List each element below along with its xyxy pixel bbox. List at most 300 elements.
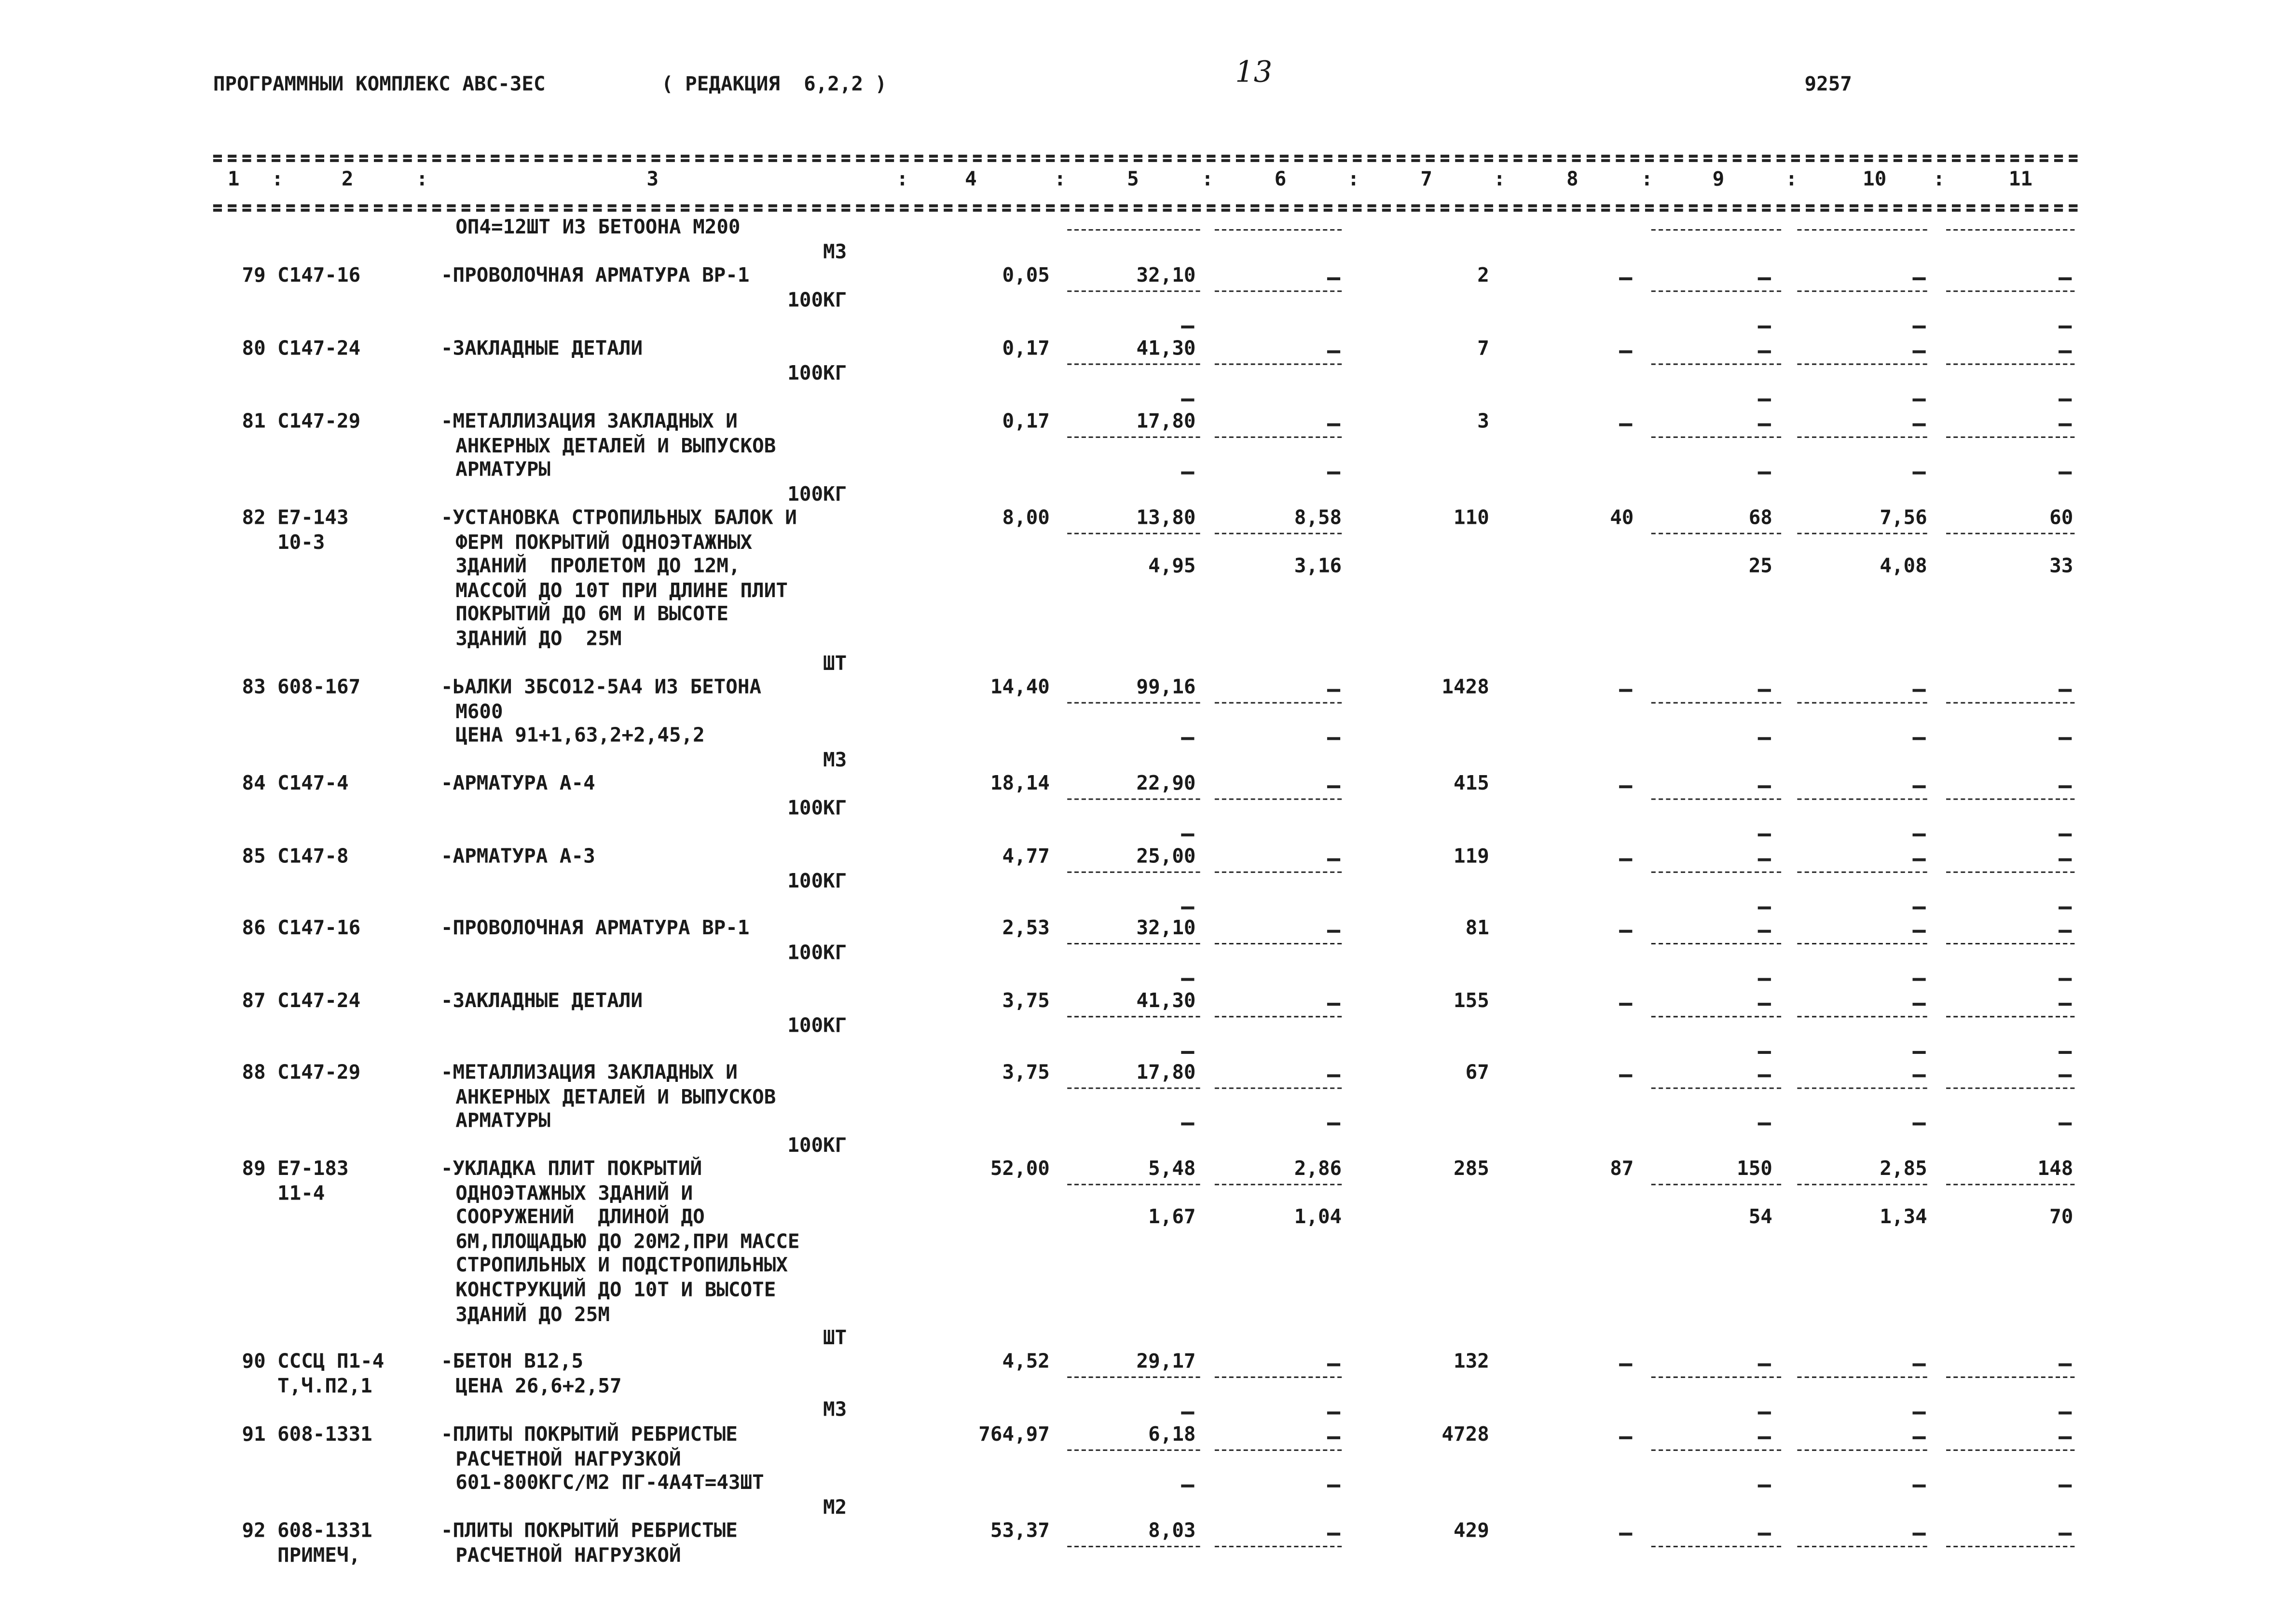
nil-dash — [1758, 1412, 1771, 1415]
column-5-value: 99,16 — [1136, 676, 1196, 699]
nil-dash — [1758, 1533, 1771, 1536]
nil-dash — [1758, 399, 1771, 402]
work-description: -УСТАНОВКА СТРОПИЛЬНЫХ БАЛОК И — [440, 506, 797, 530]
column-header-3: 3 — [646, 168, 659, 191]
rate-code: С147-29 — [277, 1061, 361, 1085]
row-number: 86 — [242, 916, 266, 940]
column-separator: : — [271, 168, 284, 191]
subtotal-divider — [1067, 533, 1200, 534]
column-header-8: 8 — [1566, 168, 1579, 191]
column-separator: : — [1641, 168, 1653, 191]
column-header-9: 9 — [1712, 168, 1725, 191]
subtotal-divider — [1651, 437, 1781, 438]
subtotal-divider — [1215, 1546, 1342, 1547]
subtotal-divider — [1946, 1088, 2074, 1089]
subtotal-divider — [1946, 702, 2074, 704]
nil-dash — [1912, 1074, 1925, 1077]
nil-dash — [1758, 689, 1771, 692]
edition-label: ( РЕДАКЦИЯ 6,2,2 ) — [661, 73, 887, 96]
column-header-6: 6 — [1274, 168, 1287, 191]
row-number: 82 — [242, 506, 266, 530]
column-4-value: 0,05 — [1002, 264, 1050, 288]
subtotal-divider — [1067, 1016, 1200, 1017]
subtotal-divider — [1067, 1088, 1200, 1089]
work-description: СООРУЖЕНИЙ ДЛИНОЙ ДО — [455, 1206, 705, 1229]
nil-dash — [2059, 834, 2072, 837]
nil-dash — [2059, 930, 2072, 933]
nil-dash — [2059, 1436, 2072, 1439]
nil-dash — [1327, 1123, 1340, 1126]
column-5-value: 8,03 — [1148, 1519, 1196, 1543]
work-description: ЗДАНИЙ ДО 25М — [455, 1303, 610, 1326]
work-description: -АРМАТУРА А-4 — [440, 772, 595, 796]
unit-of-measure: 100КГ — [787, 288, 847, 312]
unit-of-measure: 100КГ — [787, 796, 847, 820]
rate-code: 608-1331 — [277, 1423, 372, 1447]
subtotal-divider — [1067, 872, 1200, 873]
column-5-value: 25,00 — [1136, 845, 1196, 869]
column-5-value: 13,80 — [1136, 506, 1196, 530]
column-header-10: 10 — [1863, 168, 1887, 191]
column-separator: : — [416, 168, 428, 191]
nil-dash — [1619, 1003, 1632, 1006]
nil-dash — [2059, 907, 2072, 910]
subtotal-divider — [1651, 798, 1781, 800]
column-8-value: 87 — [1610, 1157, 1634, 1181]
subtotal-divider — [1215, 872, 1342, 873]
row-number: 91 — [242, 1423, 266, 1447]
subtotal-divider — [1215, 364, 1342, 365]
work-description: АРМАТУРЫ — [455, 458, 551, 482]
nil-dash — [1912, 1051, 1925, 1054]
row-number: 85 — [242, 845, 266, 869]
subtotal-divider — [1215, 1449, 1342, 1451]
row-number: 80 — [242, 337, 266, 361]
rate-code: 11-4 — [277, 1182, 325, 1205]
nil-dash — [1758, 472, 1771, 475]
column-4-value: 764,97 — [978, 1423, 1050, 1447]
column-7-value: 429 — [1454, 1519, 1489, 1543]
column-5-value: 32,10 — [1136, 264, 1196, 288]
subtotal-divider — [1797, 798, 1927, 800]
subtotal-divider — [1946, 364, 2074, 365]
nil-dash — [1619, 1074, 1632, 1077]
column-header-11: 11 — [2008, 168, 2032, 191]
column-4-value: 18,14 — [990, 772, 1050, 796]
nil-dash — [2059, 689, 2072, 692]
row-number: 88 — [242, 1061, 266, 1085]
column-4-value: 0,17 — [1002, 337, 1050, 361]
work-description: СТРОПИЛЬНЫХ И ПОДСТРОПИЛЬНЫХ — [455, 1254, 788, 1278]
nil-dash — [1758, 1123, 1771, 1126]
rate-code: С147-16 — [277, 264, 361, 288]
unit-of-measure: 100КГ — [787, 1014, 847, 1037]
column-4-value: 2,53 — [1002, 916, 1050, 940]
rate-code: С147-16 — [277, 916, 361, 940]
column-10-value: 7,56 — [1880, 506, 1927, 530]
column-7-value: 2 — [1477, 264, 1489, 288]
column-7-value: 67 — [1465, 1061, 1489, 1085]
nil-dash — [1181, 1485, 1194, 1488]
column-11-subvalue: 33 — [2049, 555, 2073, 578]
column-header-2: 2 — [341, 168, 354, 191]
nil-dash — [1181, 1123, 1194, 1126]
nil-dash — [2059, 978, 2072, 981]
work-description: МАССОЙ ДО 10Т ПРИ ДЛИНЕ ПЛИТ — [455, 579, 788, 603]
unit-of-measure: 100КГ — [787, 361, 847, 385]
subtotal-divider — [1946, 1377, 2074, 1378]
column-9-value: 150 — [1737, 1157, 1772, 1181]
subtotal-divider — [1797, 1184, 1927, 1185]
work-description: КОНСТРУКЦИЙ ДО 10Т И ВЫСОТЕ — [455, 1279, 776, 1302]
column-4-value: 53,37 — [990, 1519, 1050, 1543]
subtotal-divider — [1067, 1377, 1200, 1378]
nil-dash — [1181, 399, 1194, 402]
nil-dash — [2059, 1074, 2072, 1077]
nil-dash — [2059, 858, 2072, 861]
nil-dash — [1758, 978, 1771, 981]
subtotal-divider — [1215, 943, 1342, 944]
unit-of-measure: 100КГ — [787, 1133, 847, 1158]
rate-code: С147-8 — [277, 845, 349, 869]
subtotal-divider — [1215, 290, 1342, 292]
column-4-value: 3,75 — [1002, 1061, 1050, 1085]
column-header-7: 7 — [1420, 168, 1432, 191]
nil-dash — [2059, 1051, 2072, 1054]
nil-dash — [1912, 785, 1925, 788]
nil-dash — [1912, 737, 1925, 740]
nil-dash — [1912, 978, 1925, 981]
nil-dash — [1181, 907, 1194, 910]
nil-dash — [1912, 689, 1925, 692]
subtotal-divider — [1215, 437, 1342, 438]
subtotal-divider — [1946, 437, 2074, 438]
nil-dash — [1758, 930, 1771, 933]
subtotal-divider — [1651, 1184, 1781, 1185]
rate-code: 608-167 — [277, 676, 361, 699]
nil-dash — [2059, 737, 2072, 740]
column-9-subvalue: 54 — [1748, 1206, 1772, 1229]
nil-dash — [1181, 326, 1194, 328]
subtotal-divider — [1651, 364, 1781, 365]
subtotal-divider — [1651, 1377, 1781, 1378]
subtotal-divider — [1215, 1377, 1342, 1378]
nil-dash — [2059, 1533, 2072, 1536]
column-separator: : — [1054, 168, 1066, 191]
nil-dash — [2059, 1003, 2072, 1006]
nil-dash — [2059, 350, 2072, 353]
column-7-value: 155 — [1454, 989, 1489, 1013]
nil-dash — [2059, 326, 2072, 328]
nil-dash — [2059, 1364, 2072, 1366]
column-10-subvalue: 4,08 — [1880, 555, 1927, 578]
column-7-value: 415 — [1454, 772, 1489, 796]
nil-dash — [1619, 423, 1632, 426]
nil-dash — [1912, 277, 1925, 280]
rate-code: ПРИМЕЧ, — [277, 1543, 361, 1568]
unit-of-measure: 100КГ — [787, 483, 847, 506]
nil-dash — [1758, 1436, 1771, 1439]
work-description: ПОКРЫТИЙ ДО 6М И ВЫСОТЕ — [455, 603, 728, 627]
nil-dash — [1619, 1533, 1632, 1536]
nil-dash — [1912, 1485, 1925, 1488]
work-description: -ЬАЛКИ 3БСО12-5А4 ИЗ БЕТОНА — [440, 676, 762, 699]
column-5-value: 22,90 — [1136, 772, 1196, 796]
column-4-value: 0,17 — [1002, 410, 1050, 434]
work-description: ОДНОЭТАЖНЫХ ЗДАНИЙ И — [455, 1182, 693, 1205]
nil-dash — [1912, 834, 1925, 837]
work-description: -АРМАТУРА А-3 — [440, 845, 595, 869]
work-description: ЦЕНА 91+1,63,2+2,45,2 — [455, 724, 705, 748]
row-number: 87 — [242, 989, 266, 1013]
work-description: ЗДАНИЙ ПРОЛЕТОМ ДО 12М, — [455, 555, 741, 578]
subtotal-divider — [1651, 229, 1781, 231]
subtotal-divider — [1651, 943, 1781, 944]
rate-code: С147-29 — [277, 410, 361, 434]
nil-dash — [1181, 1412, 1194, 1415]
subtotal-divider — [1946, 1016, 2074, 1017]
work-description: АНКЕРНЫХ ДЕТАЛЕЙ И ВЫПУСКОВ — [455, 1085, 776, 1109]
nil-dash — [1619, 1436, 1632, 1439]
work-description: АРМАТУРЫ — [455, 1109, 551, 1133]
subtotal-divider — [1797, 943, 1927, 944]
work-description: АНКЕРНЫХ ДЕТАЛЕЙ И ВЫПУСКОВ — [455, 434, 776, 458]
nil-dash — [2059, 1412, 2072, 1415]
nil-dash — [1912, 1436, 1925, 1439]
unit-of-measure: М3 — [823, 748, 847, 772]
nil-dash — [1758, 1074, 1771, 1077]
column-6-value: 2,86 — [1294, 1157, 1342, 1181]
row-number: 89 — [242, 1157, 266, 1181]
column-4-value: 52,00 — [990, 1157, 1050, 1181]
subtotal-divider — [1651, 702, 1781, 704]
nil-dash — [1327, 737, 1340, 740]
subtotal-divider — [1797, 702, 1927, 704]
column-4-value: 4,52 — [1002, 1350, 1050, 1374]
subtotal-divider — [1215, 229, 1342, 231]
nil-dash — [1912, 1533, 1925, 1536]
unit-of-measure: 100КГ — [787, 869, 847, 893]
nil-dash — [1912, 858, 1925, 861]
column-4-value: 4,77 — [1002, 845, 1050, 869]
subtotal-divider — [1797, 1016, 1927, 1017]
subtotal-divider — [1651, 290, 1781, 292]
nil-dash — [1181, 737, 1194, 740]
row-number: 84 — [242, 772, 266, 796]
subtotal-divider — [1651, 1449, 1781, 1451]
rate-code: С147-24 — [277, 337, 361, 361]
subtotal-divider — [1797, 437, 1927, 438]
column-7-value: 132 — [1454, 1350, 1489, 1374]
subtotal-divider — [1946, 1184, 2074, 1185]
nil-dash — [1758, 423, 1771, 426]
nil-dash — [1758, 1051, 1771, 1054]
subtotal-divider — [1651, 1016, 1781, 1017]
subtotal-divider — [1946, 943, 2074, 944]
subtotal-divider — [1215, 1016, 1342, 1017]
column-5-subvalue: 1,67 — [1148, 1206, 1196, 1229]
nil-dash — [1619, 277, 1632, 280]
nil-dash — [1181, 834, 1194, 837]
nil-dash — [1758, 1003, 1771, 1006]
work-description: ФЕРМ ПОКРЫТИЙ ОДНОЭТАЖНЫХ — [455, 531, 753, 554]
rate-code: Е7-143 — [277, 506, 349, 530]
nil-dash — [1758, 1485, 1771, 1488]
subtotal-divider — [1215, 533, 1342, 534]
subtotal-divider — [1946, 798, 2074, 800]
column-8-value: 40 — [1610, 506, 1634, 530]
work-description: -ЗАКЛАДНЫЕ ДЕТАЛИ — [440, 337, 643, 361]
nil-dash — [2059, 785, 2072, 788]
nil-dash — [1181, 978, 1194, 981]
column-5-value: 29,17 — [1136, 1350, 1196, 1374]
document-number: 9257 — [1804, 73, 1852, 96]
subtotal-divider — [1067, 1546, 1200, 1547]
program-title: ПРОГРАММНЫИ КОМПЛЕКС АВС-ЗЕС — [213, 73, 546, 96]
column-header-5: 5 — [1127, 168, 1139, 191]
column-7-value: 1428 — [1442, 676, 1489, 699]
column-7-value: 3 — [1477, 410, 1489, 434]
subtotal-divider — [1797, 1546, 1927, 1547]
column-5-value: 5,48 — [1148, 1157, 1196, 1181]
subtotal-divider — [1215, 702, 1342, 704]
subtotal-divider — [1946, 1546, 2074, 1547]
nil-dash — [1912, 930, 1925, 933]
subtotal-divider — [1067, 437, 1200, 438]
nil-dash — [1912, 1364, 1925, 1366]
work-description: 601-800КГС/М2 ПГ-4А4Т=43ШТ — [455, 1472, 764, 1495]
subtotal-divider — [1215, 1088, 1342, 1089]
nil-dash — [1912, 1123, 1925, 1126]
column-7-value: 81 — [1465, 916, 1489, 940]
header-rule-top — [213, 155, 2078, 158]
nil-dash — [1619, 350, 1632, 353]
header-rule-bottom-2 — [213, 209, 2078, 212]
work-description: -УКЛАДКА ПЛИТ ПОКРЫТИЙ — [440, 1157, 702, 1181]
nil-dash — [1758, 834, 1771, 837]
row-number: 81 — [242, 410, 266, 434]
nil-dash — [2059, 277, 2072, 280]
column-4-value: 3,75 — [1002, 989, 1050, 1013]
unit-of-measure: ШТ — [823, 652, 847, 675]
work-description: М600 — [455, 700, 503, 723]
column-header-4: 4 — [965, 168, 977, 191]
column-5-value: 17,80 — [1136, 410, 1196, 434]
column-5-value: 6,18 — [1148, 1423, 1196, 1447]
column-separator: : — [1347, 168, 1359, 191]
column-separator: : — [1785, 168, 1798, 191]
nil-dash — [1912, 326, 1925, 328]
nil-dash — [1181, 472, 1194, 475]
nil-dash — [1758, 737, 1771, 740]
column-4-value: 14,40 — [990, 676, 1050, 699]
subtotal-divider — [1797, 364, 1927, 365]
column-separator: : — [1493, 168, 1506, 191]
row-number: 92 — [242, 1519, 266, 1543]
nil-dash — [1327, 1485, 1340, 1488]
nil-dash — [1327, 472, 1340, 475]
nil-dash — [1912, 350, 1925, 353]
nil-dash — [1758, 1364, 1771, 1366]
nil-dash — [1758, 907, 1771, 910]
work-description: ЦЕНА 26,6+2,57 — [455, 1374, 622, 1398]
work-description: РАСЧЕТНОЙ НАГРУЗКОЙ — [455, 1543, 681, 1568]
work-description: 6М,ПЛОЩАДЬЮ ДО 20М2,ПРИ МАССЕ — [455, 1230, 800, 1254]
column-6-subvalue: 1,04 — [1294, 1206, 1342, 1229]
nil-dash — [1758, 858, 1771, 861]
unit-of-measure: ШТ — [823, 1327, 847, 1351]
header-rule-bottom — [213, 205, 2078, 207]
nil-dash — [1758, 785, 1771, 788]
subtotal-divider — [1797, 290, 1927, 292]
subtotal-divider — [1797, 1088, 1927, 1089]
column-11-value: 148 — [2037, 1157, 2073, 1181]
header-rule-top-2 — [213, 159, 2078, 162]
nil-dash — [1912, 423, 1925, 426]
nil-dash — [1758, 350, 1771, 353]
subtotal-divider — [1067, 364, 1200, 365]
unit-of-measure: М2 — [823, 1496, 847, 1519]
nil-dash — [1619, 689, 1632, 692]
nil-dash — [1758, 277, 1771, 280]
page-number: 13 — [1235, 54, 1273, 89]
nil-dash — [1912, 399, 1925, 402]
rate-code: С147-24 — [277, 989, 361, 1013]
subtotal-divider — [1946, 1449, 2074, 1451]
rate-code: Е7-183 — [277, 1157, 349, 1181]
column-7-value: 285 — [1454, 1157, 1489, 1181]
work-description: -ПЛИТЫ ПОКРЫТИЙ РЕБРИСТЫЕ — [440, 1423, 738, 1447]
work-description: ЗДАНИЙ ДО 25М — [455, 628, 622, 651]
subtotal-divider — [1067, 798, 1200, 800]
column-7-value: 7 — [1477, 337, 1489, 361]
row-number: 79 — [242, 264, 266, 288]
subtotal-divider — [1946, 872, 2074, 873]
subtotal-divider — [1067, 1184, 1200, 1185]
subtotal-divider — [1067, 290, 1200, 292]
nil-dash — [2059, 1485, 2072, 1488]
nil-dash — [1619, 858, 1632, 861]
subtotal-divider — [1797, 229, 1927, 231]
subtotal-divider — [1651, 872, 1781, 873]
row-number: 83 — [242, 676, 266, 699]
subtotal-divider — [1797, 1449, 1927, 1451]
row-number: 90 — [242, 1350, 266, 1374]
rate-code: 608-1331 — [277, 1519, 372, 1543]
column-5-subvalue: 4,95 — [1148, 555, 1196, 578]
work-description: -ПРОВОЛОЧНАЯ АРМАТУРА ВР-1 — [440, 916, 750, 940]
nil-dash — [1619, 1364, 1632, 1366]
subtotal-divider — [1797, 1377, 1927, 1378]
nil-dash — [2059, 423, 2072, 426]
subtotal-divider — [1215, 1184, 1342, 1185]
nil-dash — [1912, 1412, 1925, 1415]
work-description: -ЗАКЛАДНЫЕ ДЕТАЛИ — [440, 989, 643, 1013]
column-9-value: 68 — [1748, 506, 1772, 530]
column-5-value: 32,10 — [1136, 916, 1196, 940]
column-7-value: 119 — [1454, 845, 1489, 869]
rate-code: СССЦ П1-4 — [277, 1350, 384, 1374]
column-9-subvalue: 25 — [1748, 555, 1772, 578]
nil-dash — [2059, 472, 2072, 475]
column-separator: : — [1933, 168, 1945, 191]
unit-of-measure: М3 — [823, 1398, 847, 1422]
column-5-value: 17,80 — [1136, 1061, 1196, 1085]
work-description: -МЕТАЛЛИЗАЦИЯ ЗАКЛАДНЫХ И — [440, 410, 738, 434]
nil-dash — [1912, 907, 1925, 910]
subtotal-divider — [1797, 533, 1927, 534]
work-description: -ПРОВОЛОЧНАЯ АРМАТУРА ВР-1 — [440, 264, 750, 288]
